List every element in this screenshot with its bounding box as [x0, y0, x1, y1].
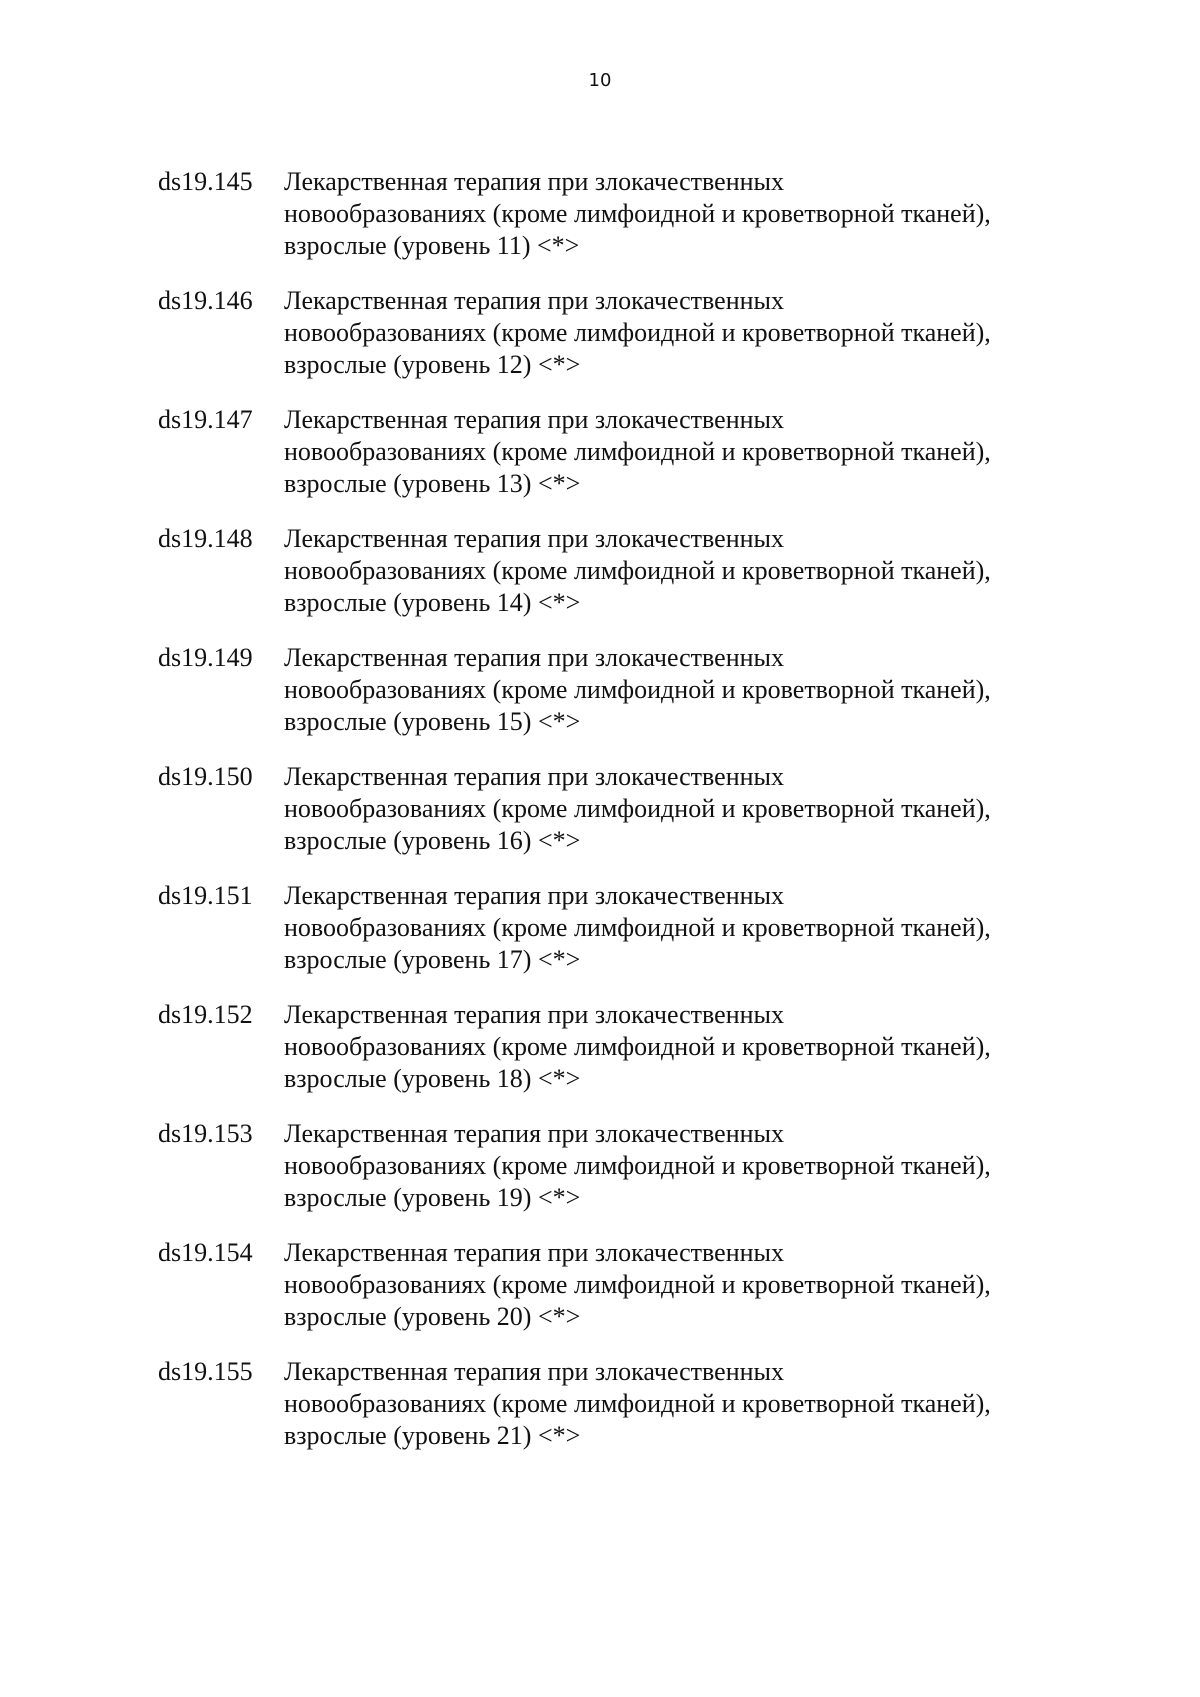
- entry-code: ds19.146: [158, 286, 253, 315]
- entry-line: взрослые (уровень 21) <*>: [284, 1421, 581, 1450]
- entry-line: новообразованиях (кроме лимфоидной и кроветворной тканей),: [284, 1032, 991, 1061]
- entry-description: [284, 880, 1068, 976]
- entry-code: ds19.145: [158, 167, 253, 196]
- entry-line: новообразованиях (кроме лимфоидной и кроветворной тканей),: [284, 1151, 991, 1180]
- entry-line: Лекарственная терапия при злокачественных: [284, 524, 784, 553]
- entry-line: новообразованиях (кроме лимфоидной и кроветворной тканей),: [284, 675, 991, 704]
- entry-description: [284, 285, 1068, 381]
- entry-line: Лекарственная терапия при злокачественных: [284, 643, 784, 672]
- list-item: [158, 404, 1068, 523]
- entry-line: новообразованиях (кроме лимфоидной и кроветворной тканей),: [284, 437, 991, 466]
- entry-code: ds19.150: [158, 762, 253, 791]
- entry-line: Лекарственная терапия при злокачественных: [284, 1119, 784, 1148]
- list-item: [158, 285, 1068, 404]
- entry-line: взрослые (уровень 11) <*>: [284, 231, 580, 260]
- entry-list: [158, 166, 1068, 1475]
- entry-line: взрослые (уровень 13) <*>: [284, 469, 581, 498]
- entry-line: Лекарственная терапия при злокачественных: [284, 762, 784, 791]
- entry-description: [284, 1118, 1068, 1214]
- entry-description: [284, 1237, 1068, 1333]
- entry-description: [284, 523, 1068, 619]
- list-item: [158, 880, 1068, 999]
- list-item: [158, 523, 1068, 642]
- entry-line: взрослые (уровень 19) <*>: [284, 1183, 581, 1212]
- entry-line: новообразованиях (кроме лимфоидной и кроветворной тканей),: [284, 913, 991, 942]
- entry-description: [284, 404, 1068, 500]
- entry-line: Лекарственная терапия при злокачественных: [284, 405, 784, 434]
- entry-description: [284, 166, 1068, 262]
- entry-line: взрослые (уровень 17) <*>: [284, 945, 581, 974]
- entry-line: взрослые (уровень 14) <*>: [284, 588, 581, 617]
- list-item: [158, 166, 1068, 285]
- entry-line: взрослые (уровень 16) <*>: [284, 826, 581, 855]
- entry-code: ds19.147: [158, 405, 253, 434]
- entry-description: [284, 1356, 1068, 1452]
- entry-code: ds19.155: [158, 1357, 253, 1386]
- list-item: [158, 761, 1068, 880]
- list-item: [158, 1356, 1068, 1475]
- entry-line: Лекарственная терапия при злокачественных: [284, 881, 784, 910]
- entry-line: Лекарственная терапия при злокачественных: [284, 167, 784, 196]
- entry-line: новообразованиях (кроме лимфоидной и кроветворной тканей),: [284, 556, 991, 585]
- entry-description: [284, 761, 1068, 857]
- entry-line: новообразованиях (кроме лимфоидной и кроветворной тканей),: [284, 794, 991, 823]
- entry-line: взрослые (уровень 20) <*>: [284, 1302, 581, 1331]
- entry-line: новообразованиях (кроме лимфоидной и кроветворной тканей),: [284, 318, 991, 347]
- entry-description: [284, 999, 1068, 1095]
- entry-code: ds19.152: [158, 1000, 253, 1029]
- entry-line: новообразованиях (кроме лимфоидной и кроветворной тканей),: [284, 1389, 991, 1418]
- entry-line: взрослые (уровень 18) <*>: [284, 1064, 581, 1093]
- entry-code: ds19.154: [158, 1238, 253, 1267]
- list-item: [158, 999, 1068, 1118]
- entry-line: новообразованиях (кроме лимфоидной и кроветворной тканей),: [284, 199, 991, 228]
- entry-code: ds19.148: [158, 524, 253, 553]
- list-item: [158, 1118, 1068, 1237]
- entry-code: ds19.149: [158, 643, 253, 672]
- entry-description: [284, 642, 1068, 738]
- list-item: [158, 1237, 1068, 1356]
- list-item: [158, 642, 1068, 761]
- entry-line: Лекарственная терапия при злокачественных: [284, 1000, 784, 1029]
- entry-line: Лекарственная терапия при злокачественных: [284, 1238, 784, 1267]
- entry-line: взрослые (уровень 15) <*>: [284, 707, 581, 736]
- entry-code: ds19.151: [158, 881, 253, 910]
- entry-line: Лекарственная терапия при злокачественных: [284, 286, 784, 315]
- entry-line: новообразованиях (кроме лимфоидной и кроветворной тканей),: [284, 1270, 991, 1299]
- entry-line: Лекарственная терапия при злокачественных: [284, 1357, 784, 1386]
- page-number: 10: [588, 70, 612, 91]
- entry-code: ds19.153: [158, 1119, 253, 1148]
- entry-line: взрослые (уровень 12) <*>: [284, 350, 581, 379]
